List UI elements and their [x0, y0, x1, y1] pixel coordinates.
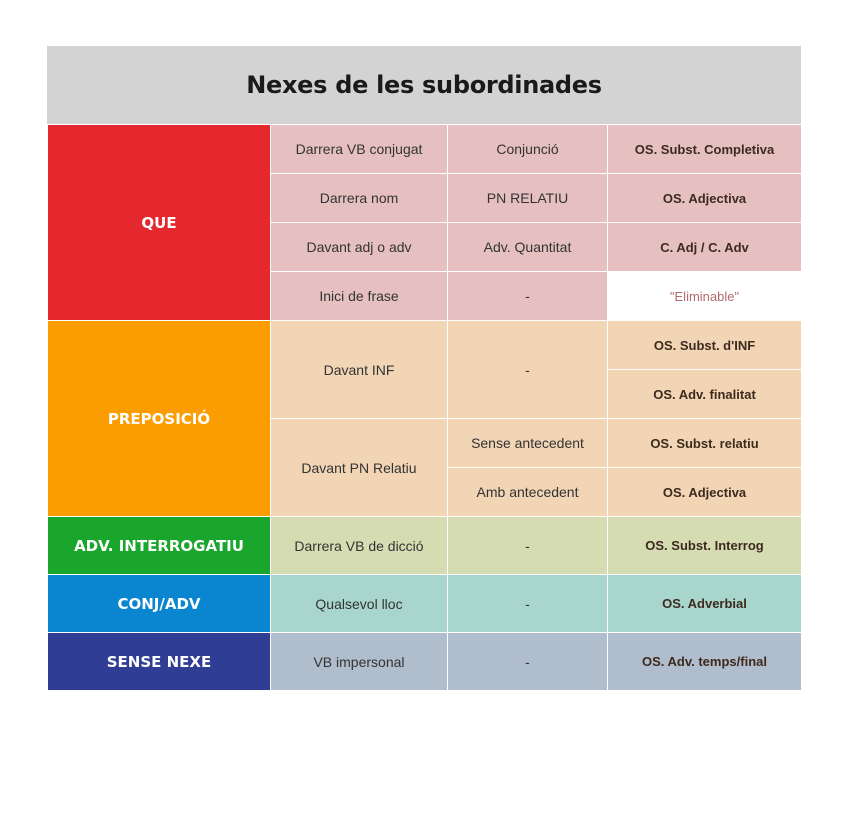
result-cell: OS. Adjectiva	[608, 468, 802, 517]
table-row	[48, 321, 802, 370]
result-cell: OS. Adv. temps/final	[608, 633, 802, 691]
result-cell: OS. Subst. Completiva	[608, 125, 802, 174]
category-adv-interrogatiu: ADV. INTERROGATIU	[48, 517, 271, 575]
nexes-table-sheet	[47, 46, 801, 691]
result-cell: OS. Adverbial	[608, 575, 802, 633]
result-cell: OS. Adjectiva	[608, 174, 802, 223]
nexe-type-cell: Adv. Quantitat	[448, 223, 608, 272]
context-cell: Davant PN Relatiu	[271, 419, 448, 517]
result-cell: OS. Adv. finalitat	[608, 370, 802, 419]
result-cell: OS. Subst. relatiu	[608, 419, 802, 468]
context-cell: Davant adj o adv	[271, 223, 448, 272]
context-cell: Qualsevol lloc	[271, 575, 448, 633]
category-conj-adv: CONJ/ADV	[48, 575, 271, 633]
table-row	[48, 125, 802, 174]
nexe-type-cell: -	[448, 575, 608, 633]
result-cell: OS. Subst. d'INF	[608, 321, 802, 370]
context-cell: Davant INF	[271, 321, 448, 419]
page-title: Nexes de les subordinades	[246, 71, 602, 99]
nexe-type-cell: Sense antecedent	[448, 419, 608, 468]
result-cell: C. Adj / C. Adv	[608, 223, 802, 272]
category-sense-nexe: SENSE NEXE	[48, 633, 271, 691]
table-row	[48, 575, 802, 633]
nexe-type-cell: -	[448, 321, 608, 419]
result-note-cell: "Eliminable"	[608, 272, 802, 321]
context-cell: Darrera VB de dicció	[271, 517, 448, 575]
category-preposicio: PREPOSICIÓ	[48, 321, 271, 517]
context-cell: Darrera VB conjugat	[271, 125, 448, 174]
category-que: QUE	[48, 125, 271, 321]
nexe-type-cell: -	[448, 517, 608, 575]
nexes-table	[47, 124, 802, 691]
context-cell: Darrera nom	[271, 174, 448, 223]
nexe-type-cell: Amb antecedent	[448, 468, 608, 517]
title-bar	[47, 46, 801, 124]
table-row	[48, 633, 802, 691]
result-cell: OS. Subst. Interrog	[608, 517, 802, 575]
nexe-type-cell: PN RELATIU	[448, 174, 608, 223]
context-cell: VB impersonal	[271, 633, 448, 691]
nexe-type-cell: Conjunció	[448, 125, 608, 174]
nexe-type-cell: -	[448, 272, 608, 321]
table-row	[48, 517, 802, 575]
nexe-type-cell: -	[448, 633, 608, 691]
context-cell: Inici de frase	[271, 272, 448, 321]
